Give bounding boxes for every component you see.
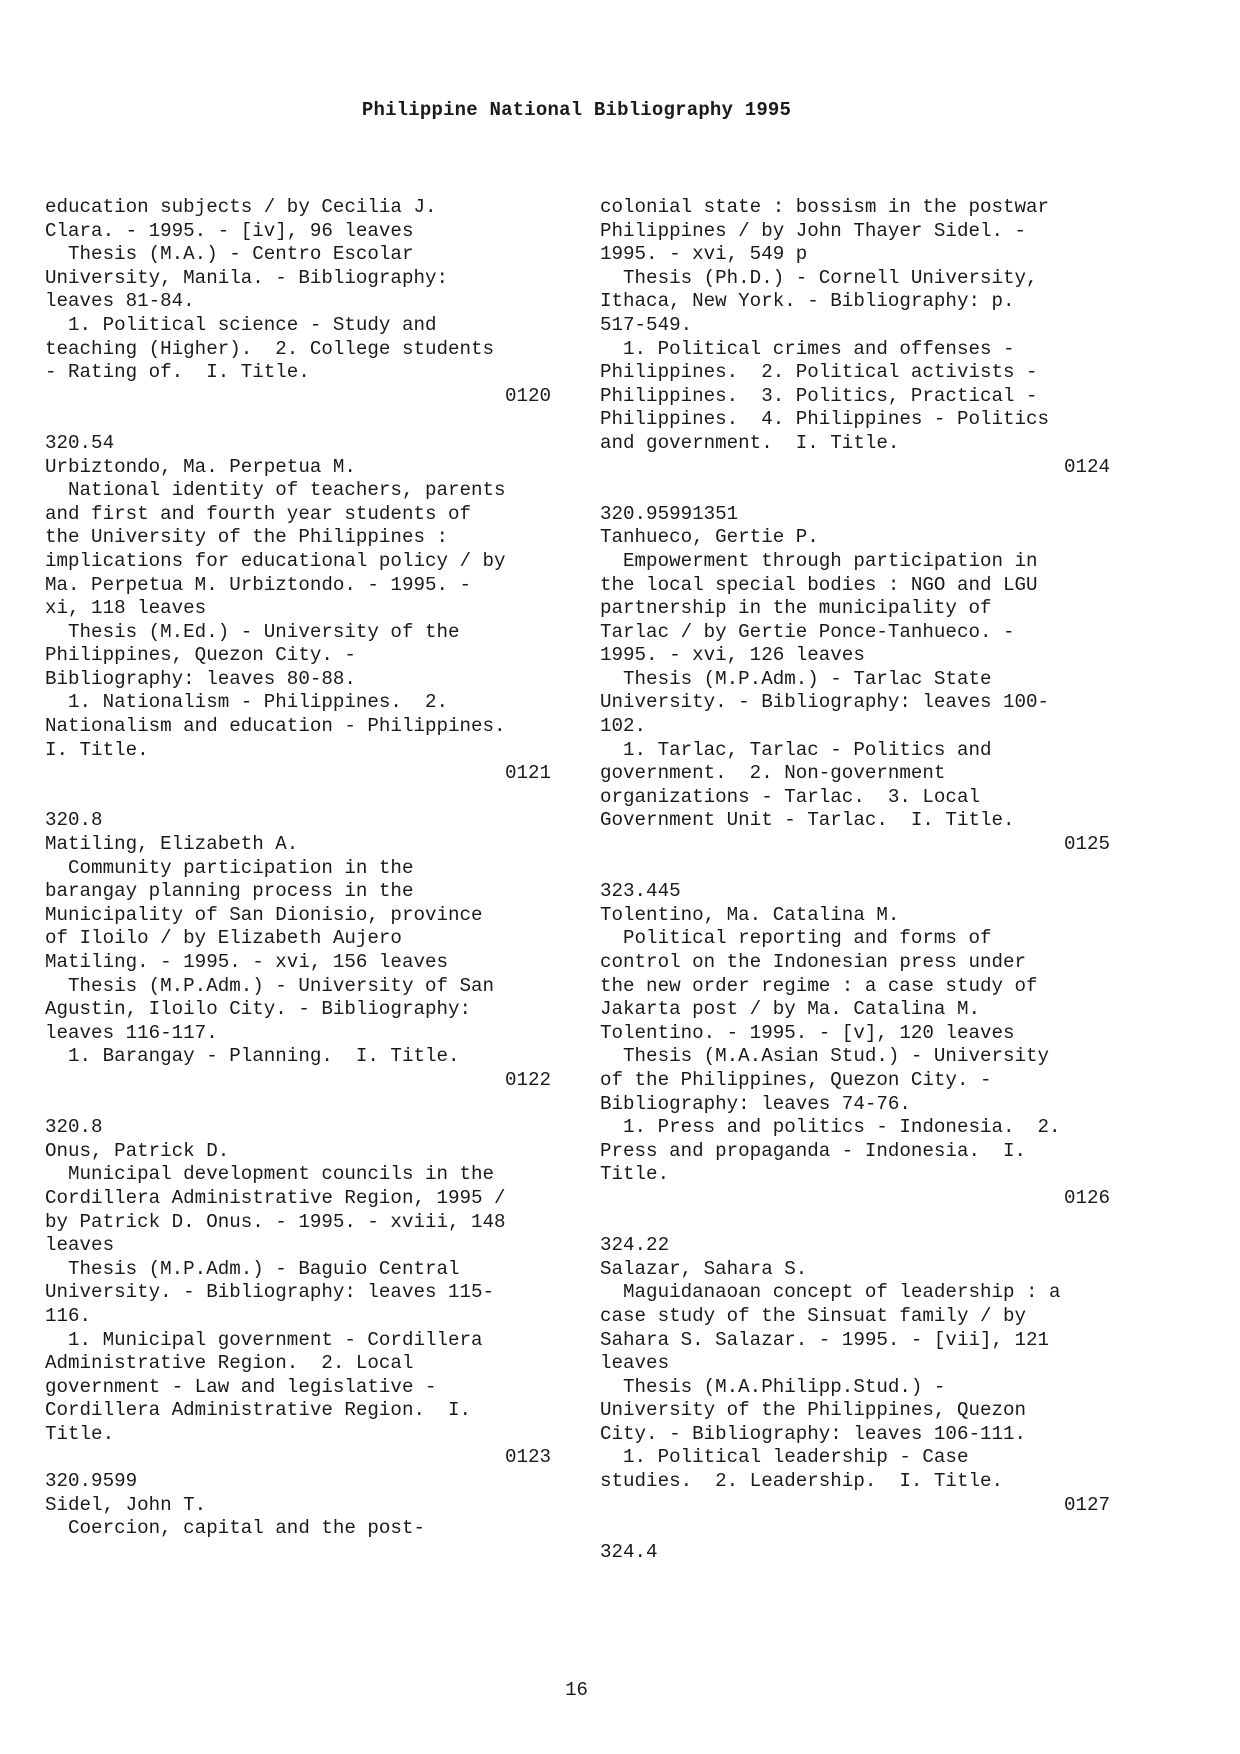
entry-line: Government Unit - Tarlac. I. Title. <box>600 809 1015 832</box>
entry-line: 1995. - xvi, 126 leaves <box>600 644 865 667</box>
entry-line: 324.22 <box>600 1234 670 1257</box>
entry-line: Coercion, capital and the post- <box>45 1517 425 1540</box>
entry-number: 0126 <box>1063 1186 1110 1209</box>
entry-line: Bibliography: leaves 80-88. <box>45 667 356 690</box>
entry-line: Cordillera Administrative Region, 1995 / <box>45 1186 506 1209</box>
entry-line: control on the Indonesian press under <box>600 951 1027 973</box>
entry-line: Community participation in the <box>45 856 414 879</box>
entry-line: Tarlac / by Gertie Ponce-Tanhueco. - <box>600 620 1015 643</box>
entry-line: Ithaca, New York. - Bibliography: p. <box>600 290 1015 313</box>
entry-line: 324.4 <box>600 1540 658 1563</box>
entry-line: Thesis (M.Ed.) - University of the <box>45 620 460 643</box>
entry-line: 320.95991351 <box>600 502 739 525</box>
entry-line: 102. <box>600 715 647 738</box>
entry-line: Political reporting and forms of <box>600 927 992 950</box>
entry-line: Tolentino, Ma. Catalina M. <box>600 903 900 926</box>
entry-line: Sahara S. Salazar. - 1995. - [vii], 121 <box>600 1328 1050 1351</box>
entry-line: Nationalism and education - Philippines. <box>45 715 506 738</box>
entry-line: I. Title. <box>45 738 149 761</box>
entry-number: 0123 <box>504 1446 551 1469</box>
entry-line: 116. <box>45 1304 92 1327</box>
entry-line: 517-549. <box>600 313 693 336</box>
entry-line: 1. Municipal government - Cordillera <box>45 1328 483 1351</box>
entry-line: Philippines. 4. Philippines - Politics <box>600 408 1050 431</box>
entry-line: Agustin, Iloilo City. - Bibliography: <box>45 998 472 1021</box>
entry-line: Thesis (M.P.Adm.) - Baguio Central <box>45 1257 460 1280</box>
entry-line: 320.9599 <box>45 1470 138 1493</box>
entry-line: Bibliography: leaves 74-76. <box>600 1092 911 1115</box>
left-column <box>45 196 565 1541</box>
entry-line: 1. Nationalism - Philippines. 2. <box>45 691 449 714</box>
blank-line <box>600 1211 1120 1235</box>
entry-line: Sidel, John T. <box>45 1493 207 1516</box>
blank-line <box>600 857 1120 881</box>
entry-line: Press and propaganda - Indonesia. I. <box>600 1139 1027 1162</box>
entry-line: University of the Philippines, Quezon <box>600 1399 1027 1422</box>
entry-line: National identity of teachers, parents <box>45 479 506 502</box>
entry-line: Thesis (M.P.Adm.) - Tarlac State <box>600 667 992 690</box>
entry-line: 323.445 <box>600 880 681 903</box>
blank-line <box>45 1093 565 1117</box>
entry-line: 1. Press and politics - Indonesia. 2. <box>600 1116 1061 1139</box>
entry-line: 320.8 <box>45 809 103 832</box>
entry-line: Thesis (Ph.D.) - Cornell University, <box>600 266 1038 289</box>
entry-line: case study of the Sinsuat family / by <box>600 1304 1027 1327</box>
entry-line: of Iloilo / by Elizabeth Aujero <box>45 927 402 950</box>
entry-line: by Patrick D. Onus. - 1995. - xviii, 148 <box>45 1210 506 1233</box>
entry-line: the local special bodies : NGO and LGU <box>600 573 1038 596</box>
entry-line: Thesis (M.A.) - Centro Escolar <box>45 243 414 266</box>
entry-line: Thesis (M.A.Philipp.Stud.) - <box>600 1375 946 1398</box>
entry-line: Salazar, Sahara S. <box>600 1257 808 1280</box>
entry-line: Title. <box>600 1163 670 1186</box>
entry-line: organizations - Tarlac. 3. Local <box>600 785 980 808</box>
entry-line: 1. Tarlac, Tarlac - Politics and <box>600 738 992 761</box>
entry-line: government - Law and legislative - <box>45 1375 437 1398</box>
entry-line: Municipal development councils in the <box>45 1163 495 1186</box>
entry-line: Thesis (M.A.Asian Stud.) - University <box>600 1045 1050 1068</box>
entry-line: of the Philippines, Quezon City. - <box>600 1068 992 1091</box>
entry-line: Ma. Perpetua M. Urbiztondo. - 1995. - <box>45 573 472 596</box>
entry-line: University. - Bibliography: leaves 100- <box>600 691 1050 714</box>
entry-line: Philippines, Quezon City. - <box>45 644 356 667</box>
blank-line <box>600 479 1120 503</box>
entry-line: leaves <box>600 1352 670 1375</box>
entry-number: 0121 <box>504 762 551 785</box>
entry-line: 320.8 <box>45 1116 103 1139</box>
entry-line: Tolentino. - 1995. - [v], 120 leaves <box>600 1021 1015 1044</box>
entry-line: teaching (Higher). 2. College students <box>45 337 495 360</box>
entry-line: Philippines. 3. Politics, Practical - <box>600 384 1038 407</box>
entry-line: Matiling, Elizabeth A. <box>45 833 299 856</box>
entry-line: education subjects / by Cecilia J. <box>45 196 437 218</box>
entry-line: Empowerment through participation in <box>600 549 1038 572</box>
entry-line: leaves 116-117. <box>45 1021 218 1044</box>
entry-line: partnership in the municipality of <box>600 597 992 620</box>
page-number: 16 <box>565 1679 588 1701</box>
entry-line: 1. Barangay - Planning. I. Title. <box>45 1045 460 1068</box>
entry-number: 0125 <box>1063 833 1110 856</box>
entry-line: University. - Bibliography: leaves 115- <box>45 1281 495 1304</box>
entry-line: Maguidanaoan concept of leadership : a <box>600 1281 1061 1304</box>
entry-number: 0124 <box>1063 455 1110 478</box>
entry-line: University, Manila. - Bibliography: <box>45 266 449 289</box>
entry-line: 1. Political science - Study and <box>45 313 437 336</box>
entry-line: - Rating of. I. Title. <box>45 361 310 384</box>
entry-line: barangay planning process in the <box>45 880 414 903</box>
entry-line: 1. Political leadership - Case <box>600 1446 969 1469</box>
entry-line: colonial state : bossism in the postwar <box>600 196 1050 218</box>
entry-line: Onus, Patrick D. <box>45 1139 230 1162</box>
entry-line: Cordillera Administrative Region. I. <box>45 1399 472 1422</box>
entry-line: Jakarta post / by Ma. Catalina M. <box>600 998 980 1021</box>
entry-line: xi, 118 leaves <box>45 597 207 620</box>
entry-line: the new order regime : a case study of <box>600 974 1038 997</box>
entry-number: 0120 <box>504 384 551 407</box>
entry-line: 320.54 <box>45 431 115 454</box>
entry-line: Philippines / by John Thayer Sidel. - <box>600 219 1027 242</box>
right-column <box>600 196 1120 1564</box>
entry-line: Urbiztondo, Ma. Perpetua M. <box>45 455 356 478</box>
entry-line: Philippines. 2. Political activists - <box>600 361 1038 384</box>
entry-line: Municipality of San Dionisio, province <box>45 903 483 926</box>
entry-line: Thesis (M.P.Adm.) - University of San <box>45 974 495 997</box>
entry-line: Administrative Region. 2. Local <box>45 1352 414 1375</box>
blank-line <box>600 1517 1120 1541</box>
entry-line: the University of the Philippines : <box>45 526 449 549</box>
entry-line: Clara. - 1995. - [iv], 96 leaves <box>45 219 414 242</box>
entry-line: 1. Political crimes and offenses - <box>600 337 1015 360</box>
entry-line: and government. I. Title. <box>600 431 900 454</box>
entry-line: Matiling. - 1995. - xvi, 156 leaves <box>45 951 449 973</box>
entry-line: Title. <box>45 1422 115 1445</box>
entry-line: Tanhueco, Gertie P. <box>600 526 819 549</box>
entry-line: and first and fourth year students of <box>45 502 472 525</box>
entry-line: 1995. - xvi, 549 p <box>600 243 808 266</box>
entry-line: leaves <box>45 1234 115 1257</box>
blank-line <box>45 408 565 432</box>
entry-line: studies. 2. Leadership. I. Title. <box>600 1470 1004 1493</box>
entry-number: 0122 <box>504 1068 551 1091</box>
entry-line: City. - Bibliography: leaves 106-111. <box>600 1422 1027 1445</box>
page-title: Philippine National Bibliography 1995 <box>361 99 792 121</box>
entry-line: government. 2. Non-government <box>600 762 946 785</box>
entry-line: implications for educational policy / by <box>45 549 506 572</box>
entry-number: 0127 <box>1063 1493 1110 1516</box>
entry-line: leaves 81-84. <box>45 290 195 313</box>
blank-line <box>45 786 565 810</box>
